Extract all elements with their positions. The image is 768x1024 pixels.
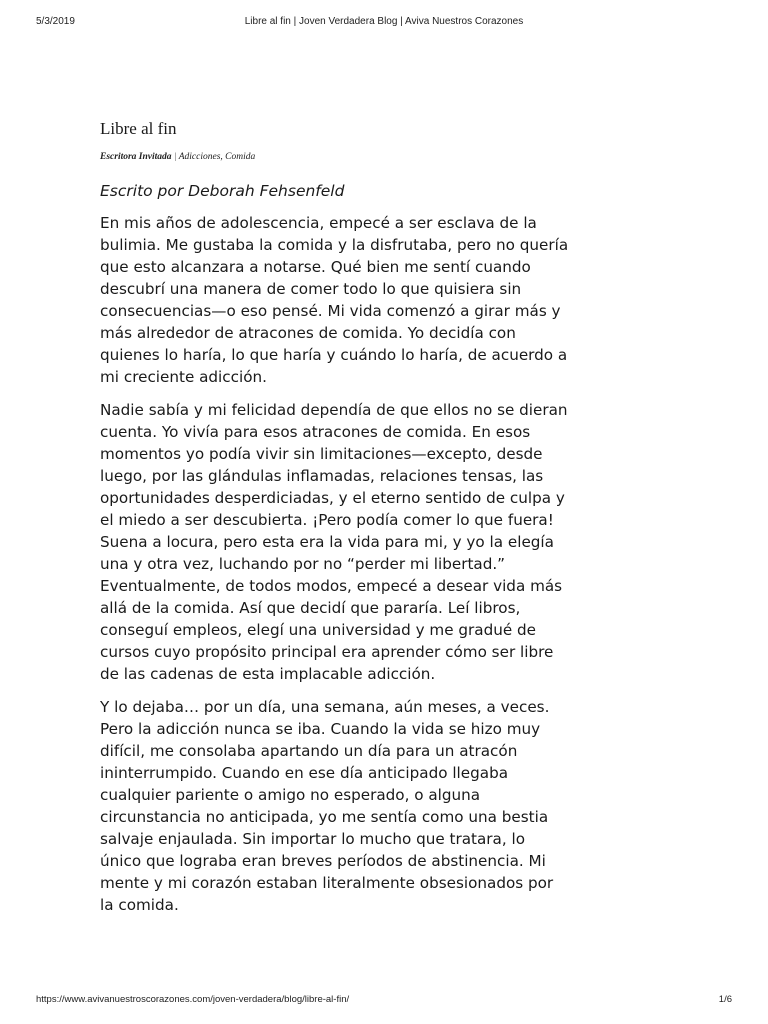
body-paragraph-1: En mis años de adolescencia, empecé a ser esclava de la bulimia. Me gustaba la comida y la disfrutaba, pero no quería que esto alcanzara a notarse. Qué bien me sentí cuando descubrí una manera de comer todo lo que quisiera sin consecuencias—o eso pensé. Mi vida comenzó a girar más y más alrededor de atracones de comida. Yo decidía con quienes lo haría, lo que haría y cuándo lo haría, de acuerdo a mi creciente adicción. — [100, 214, 569, 386]
print-url: https://www.avivanuestroscorazones.com/joven-verdadera/blog/libre-al-fin/ — [36, 994, 350, 1005]
print-page-title: Libre al fin | Joven Verdadera Blog | Aviva Nuestros Corazones — [244, 16, 524, 27]
body-paragraph-2: Nadie sabía y mi felicidad dependía de que ellos no se dieran cuenta. Yo vivía para esos atracones de comida. En esos momentos yo podía vivir sin limitaciones—excepto, desde luego, por las glándulas inflamadas, relaciones tensas, las oportunidades desperdiciadas, y el eterno sentido de culpa y el miedo a ser descubierta. ¡Pero podía comer lo que fuera! Suena a locura, pero esta era la vida para mi, y yo la elegía una y otra vez, luchando por no “perder mi libertad.” Eventualmente, de todos modos, empecé a desear vida más allá de la comida. Así que decidí que pararía. Leí libros, conseguí empleos, elegí una universidad y me gradué de cursos cuyo propósito principal era aprender cómo ser libre de las cadenas de esta implacable adicción. — [100, 401, 568, 683]
post-byline: Escrito por Deborah Fehsenfeld — [100, 182, 345, 200]
print-page-number: 1/6 — [718, 994, 732, 1005]
post-categories-link[interactable]: Adicciones, Comida — [178, 152, 256, 162]
post-author-category-link[interactable]: Escritora Invitada — [100, 152, 172, 162]
post-meta — [100, 152, 570, 162]
post-title: Libre al fin — [100, 119, 177, 138]
body-paragraph-3: Y lo dejaba… por un día, una semana, aún meses, a veces. Pero la adicción nunca se iba. Cuando la vida se hizo muy difícil, me consolaba apartando un día para un atracón ininterrumpido. Cuando en ese día anticipado llegaba cualquier pariente o amigo no esperado, o alguna circunstancia no anticipada, yo me sentía como una bestia salvaje enjaulada. Sin importar lo mucho que tratara, lo único que lograba eran breves períodos de abstinencia. Mi mente y mi corazón estaban literalmente obsesionados por la comida. — [100, 698, 554, 914]
print-footer — [36, 994, 732, 1008]
print-date: 5/3/2019 — [36, 16, 75, 27]
meta-separator: | — [171, 152, 179, 162]
print-header — [36, 16, 732, 30]
blog-article — [100, 119, 570, 927]
